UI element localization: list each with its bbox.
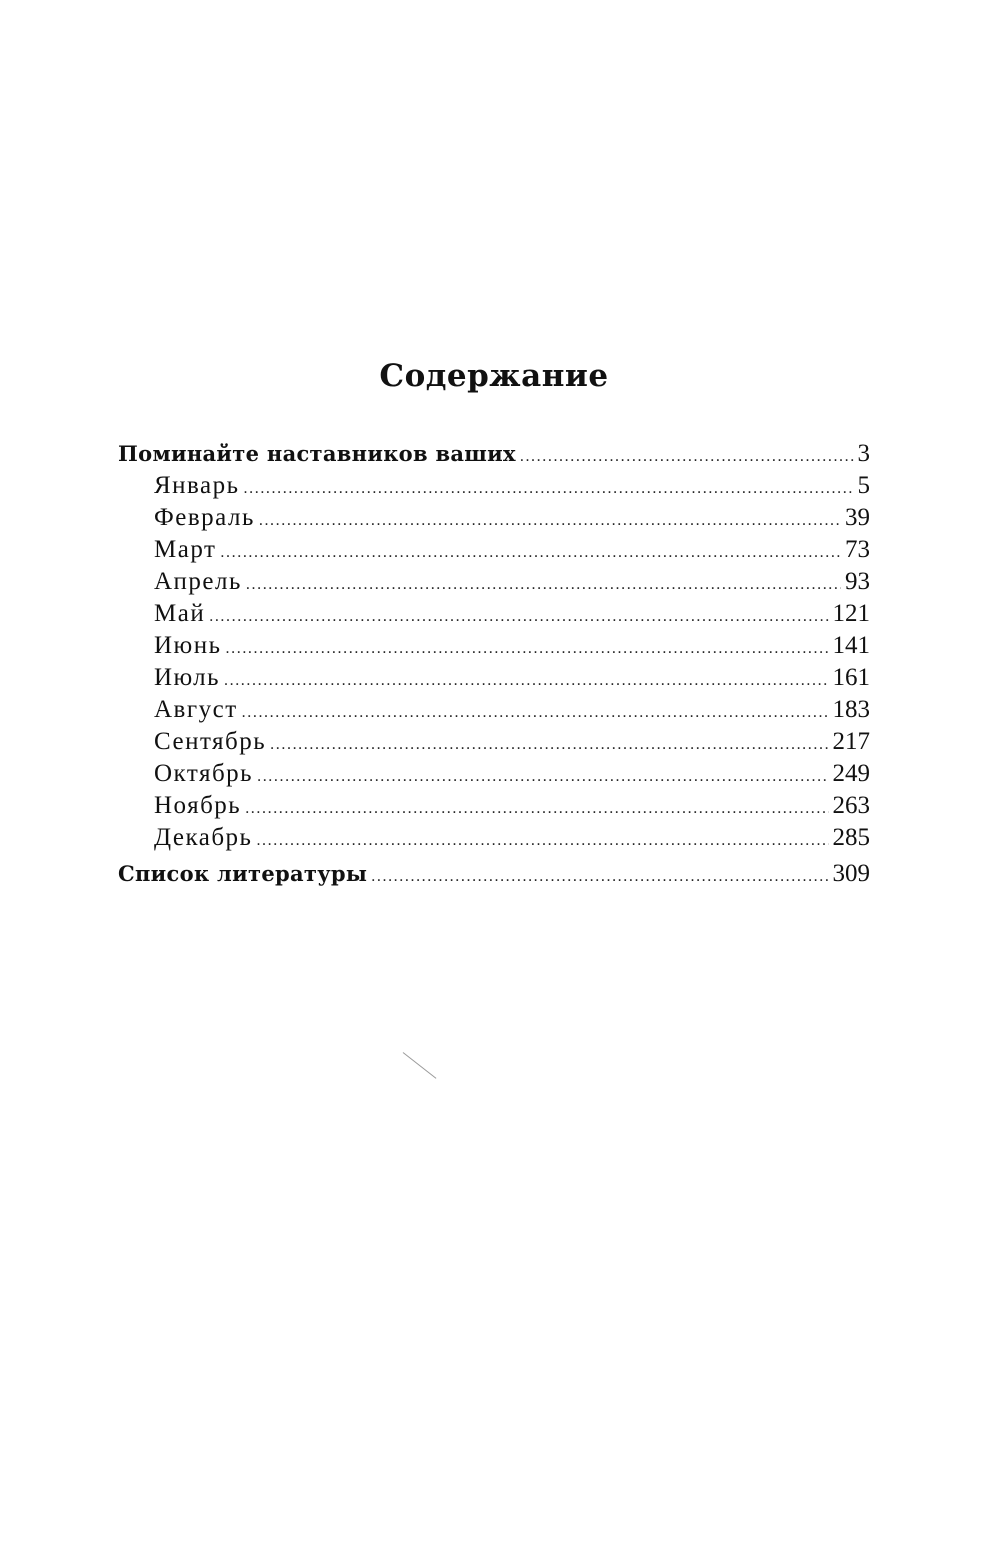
table-of-contents	[118, 438, 870, 890]
toc-page-number: 121	[832, 600, 870, 627]
toc-page-number: 39	[845, 504, 870, 531]
toc-entry-label: Сентябрь	[154, 728, 267, 755]
toc-page-number: 93	[845, 568, 870, 595]
toc-page-number: 263	[832, 792, 870, 819]
toc-entry-section[interactable]	[118, 438, 870, 470]
toc-entry-february[interactable]	[118, 502, 870, 534]
toc-page-number: 285	[832, 824, 870, 851]
toc-title: Содержание	[379, 358, 609, 394]
toc-entry-label: Октябрь	[154, 760, 254, 787]
toc-entry-label: Май	[154, 600, 206, 627]
dot-leader	[220, 537, 841, 566]
toc-entry-label: Декабрь	[154, 824, 253, 851]
dot-leader	[257, 761, 828, 790]
dot-leader	[224, 665, 829, 694]
toc-entry-march[interactable]	[118, 534, 870, 566]
dot-leader	[371, 861, 828, 890]
toc-entry-label: Ноябрь	[154, 792, 242, 819]
dot-leader	[209, 601, 828, 630]
toc-page-number: 217	[832, 728, 870, 755]
dot-leader	[242, 697, 829, 726]
toc-page-number: 141	[832, 632, 870, 659]
toc-entry-may[interactable]	[118, 598, 870, 630]
toc-page-number: 161	[832, 664, 870, 691]
toc-page-number: 3	[857, 440, 870, 467]
toc-entry-label: Август	[154, 696, 238, 723]
toc-entry-june[interactable]	[118, 630, 870, 662]
toc-entry-november[interactable]	[118, 790, 870, 822]
toc-entry-label: Февраль	[154, 504, 255, 531]
scan-artifact-line	[403, 1052, 437, 1079]
dot-leader	[259, 505, 841, 534]
dot-leader	[520, 441, 854, 470]
toc-entry-july[interactable]	[118, 662, 870, 694]
toc-entry-label: Январь	[154, 472, 240, 499]
toc-entry-label: Март	[154, 536, 217, 563]
toc-entry-bibliography[interactable]	[118, 858, 870, 890]
dot-leader	[226, 633, 829, 662]
toc-page-number: 5	[857, 472, 870, 499]
dot-leader	[270, 729, 828, 758]
toc-page-number: 249	[832, 760, 870, 787]
toc-entry-label: Июль	[154, 664, 220, 691]
toc-entry-label: Июнь	[154, 632, 222, 659]
toc-entry-august[interactable]	[118, 694, 870, 726]
toc-entry-october[interactable]	[118, 758, 870, 790]
toc-page-number: 309	[832, 860, 870, 887]
toc-entry-label: Поминайте наставников ваших	[118, 441, 516, 466]
dot-leader	[245, 793, 828, 822]
toc-entry-december[interactable]	[118, 822, 870, 854]
dot-leader	[244, 473, 854, 502]
toc-page-number: 73	[845, 536, 870, 563]
toc-entry-label: Апрель	[154, 568, 242, 595]
dot-leader	[246, 569, 841, 598]
toc-entry-september[interactable]	[118, 726, 870, 758]
toc-page-number: 183	[832, 696, 870, 723]
toc-entry-april[interactable]	[118, 566, 870, 598]
toc-entry-january[interactable]	[118, 470, 870, 502]
toc-entry-label: Список литературы	[118, 861, 368, 886]
dot-leader	[256, 825, 828, 854]
